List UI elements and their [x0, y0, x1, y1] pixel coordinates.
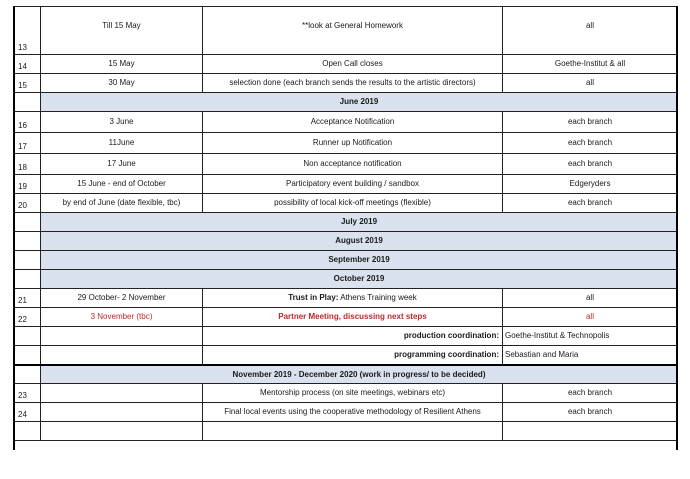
date-cell	[41, 422, 203, 441]
activity-cell: selection done (each branch sends the results to the artistic directors)	[203, 74, 503, 93]
table-row	[15, 175, 678, 194]
row-number	[15, 365, 41, 384]
section-row	[15, 213, 678, 232]
row-number: 21	[15, 289, 41, 308]
row-number	[15, 213, 41, 232]
row-number: 14	[15, 55, 41, 74]
table-row	[15, 133, 678, 154]
coordination-value: Goethe-Institut & Technopolis	[503, 327, 678, 346]
activity-bold: Trust in Play:	[288, 293, 339, 303]
responsible-cell: all	[503, 7, 678, 55]
responsible-cell: each branch	[503, 112, 678, 133]
table-row	[15, 194, 678, 213]
date-cell: 15 June - end of October	[41, 175, 203, 194]
table-row	[15, 289, 678, 308]
activity-cell: **look at General Homework	[203, 7, 503, 55]
responsible-cell: all	[503, 74, 678, 93]
activity-cell: Acceptance Notification	[203, 112, 503, 133]
table-row	[15, 7, 678, 55]
row-number	[15, 251, 41, 270]
responsible-cell: each branch	[503, 154, 678, 175]
section-row	[15, 365, 678, 384]
activity-rest: Athens Training week	[338, 293, 417, 303]
activity-cell: Runner up Notification	[203, 133, 503, 154]
table-frame-right	[676, 6, 678, 450]
table-row	[15, 112, 678, 133]
section-heading: September 2019	[41, 251, 678, 270]
section-heading: October 2019	[41, 270, 678, 289]
table-row	[15, 384, 678, 403]
responsible-cell: Edgeryders	[503, 175, 678, 194]
activity-cell: Participatory event building / sandbox	[203, 175, 503, 194]
row-number: 23	[15, 384, 41, 403]
date-cell: Till 15 May	[41, 7, 203, 55]
activity-cell: Mentorship process (on site meetings, webinars etc)	[203, 384, 503, 403]
table-row	[15, 308, 678, 327]
row-number	[15, 232, 41, 251]
section-row	[15, 93, 678, 112]
coordination-value: Sebastian and Maria	[503, 346, 678, 365]
row-number: 16	[15, 112, 41, 133]
coordination-label: programming coordination:	[203, 346, 503, 365]
row-number: 15	[15, 74, 41, 93]
row-number	[15, 93, 41, 112]
date-cell	[41, 403, 203, 422]
date-cell: 3 June	[41, 112, 203, 133]
date-cell	[41, 384, 203, 403]
responsible-cell: each branch	[503, 403, 678, 422]
date-cell: 29 October- 2 November	[41, 289, 203, 308]
row-number: 19	[15, 175, 41, 194]
section-row	[15, 251, 678, 270]
responsible-cell: all	[503, 308, 678, 327]
coordination-row	[15, 346, 678, 365]
table-row	[15, 422, 678, 441]
date-cell: 15 May	[41, 55, 203, 74]
coordination-label: production coordination:	[203, 327, 503, 346]
row-number	[15, 270, 41, 289]
table-row	[15, 154, 678, 175]
responsible-cell: each branch	[503, 384, 678, 403]
row-number: 24	[15, 403, 41, 422]
responsible-cell: each branch	[503, 194, 678, 213]
date-cell: 17 June	[41, 154, 203, 175]
activity-cell: Partner Meeting, discussing next steps	[203, 308, 503, 327]
row-number: 22	[15, 308, 41, 327]
table-row	[15, 55, 678, 74]
activity-cell: Final local events using the cooperative methodology of Resilient Athens	[203, 403, 503, 422]
activity-cell: possibility of local kick-off meetings (flexible)	[203, 194, 503, 213]
responsible-cell: all	[503, 289, 678, 308]
table-frame-left	[13, 6, 15, 450]
table-row	[15, 403, 678, 422]
section-row	[15, 270, 678, 289]
row-number: 20	[15, 194, 41, 213]
responsible-cell: each branch	[503, 133, 678, 154]
activity-cell: Open Call closes	[203, 55, 503, 74]
activity-cell: Non acceptance notification	[203, 154, 503, 175]
row-number: 13	[15, 7, 41, 55]
row-number: 17	[15, 133, 41, 154]
section-heading: July 2019	[41, 213, 678, 232]
row-number	[15, 422, 41, 441]
activity-cell	[203, 289, 503, 308]
coordination-row	[15, 327, 678, 346]
date-cell: 30 May	[41, 74, 203, 93]
activity-cell	[203, 422, 503, 441]
responsible-cell: Goethe-Institut & all	[503, 55, 678, 74]
section-heading: November 2019 - December 2020 (work in progress/ to be decided)	[41, 365, 678, 384]
row-number: 18	[15, 154, 41, 175]
date-cell: 11June	[41, 133, 203, 154]
section-heading: June 2019	[41, 93, 678, 112]
date-cell: by end of June (date flexible, tbc)	[41, 194, 203, 213]
table-row	[15, 74, 678, 93]
schedule-table	[14, 6, 678, 441]
section-heading: August 2019	[41, 232, 678, 251]
section-row	[15, 232, 678, 251]
date-cell: 3 November (tbc)	[41, 308, 203, 327]
responsible-cell	[503, 422, 678, 441]
